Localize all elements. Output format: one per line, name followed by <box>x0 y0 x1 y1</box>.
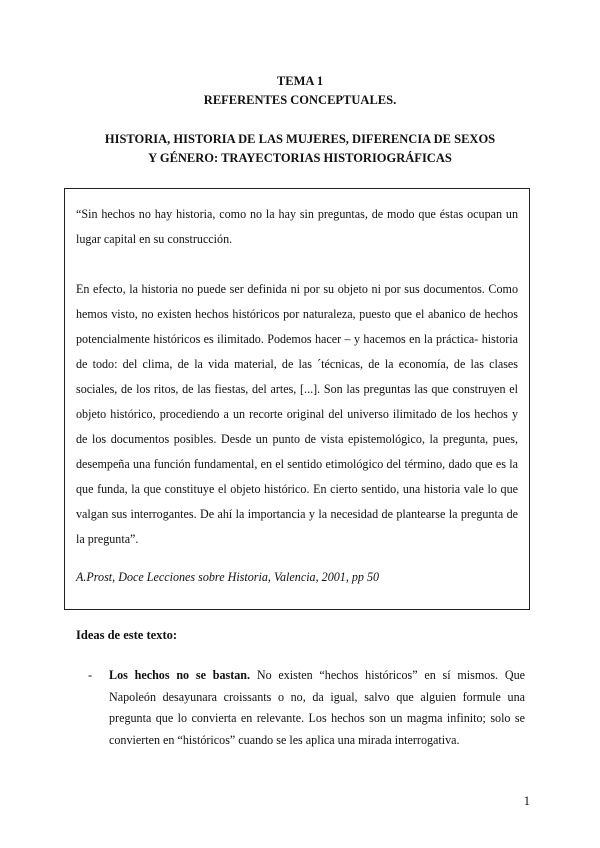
quote-source: A.Prost, Doce Lecciones sobre Historia, Valencia, 2001, pp 50 <box>76 570 380 584</box>
list-item-marker: - <box>88 668 93 682</box>
list-item <box>109 665 525 751</box>
quote-paragraph-1: “Sin hechos no hay historia, como no la hay sin preguntas, de modo que éstas ocupan un lugar capital en su construcción. <box>76 207 518 246</box>
quote-paragraph-2: En efecto, la historia no puede ser definida ni por su objeto ni por sus documentos. Como hemos visto, no existen hechos históricos por naturaleza, puesto que el abanico de hechos potencialmente históricos es ilimitado. Podemos hacer – y hacemos en la práctica- historia de todo: del clima, de la vida material, de las ´técnicas, de la economía, de las clases sociales, de los ritos, de las fiestas, del artes, [...]. Son las preguntas las que construyen el objeto histórico, procediendo a un recorte original del universo ilimitado de los hechos y de los documentos posibles. Desde un punto de vista epistemológico, la pregunta, pues, desempeña una función fundamental, en el sentido etimológico del término, dado que es la que funda, la que constituye el objeto histórico. En cierto sentido, una historia vale lo que valgan sus interrogantes. De ahí la importancia y la necesidad de plantearse la pregunta de la pregunta”. <box>76 282 518 546</box>
subtitle-heading: REFERENTES CONCEPTUALES. <box>203 93 397 107</box>
list-item-text: No existen “hechos históricos” en sí mismos. Que Napoleón desayunara croissants o no, da igual, salvo que alguien formule una pregunta que lo convierta en relevante. Los hechos son un magma infinito; solo se convierten en “históricos” cuando se les aplica una mirada interrogativa. <box>109 668 525 747</box>
quote-box <box>64 188 530 610</box>
page-number: 1 <box>523 794 530 808</box>
ideas-title: Ideas de este texto: <box>76 628 178 642</box>
title-line-1: HISTORIA, HISTORIA DE LAS MUJERES, DIFERENCIA DE SEXOS <box>104 132 496 146</box>
title-line-2: Y GÉNERO: TRAYECTORIAS HISTORIOGRÁFICAS <box>148 151 452 165</box>
title-block <box>0 130 600 168</box>
tema-heading: TEMA 1 <box>276 74 324 88</box>
heading-block <box>0 72 600 110</box>
list-item-bold: Los hechos no se bastan. <box>109 668 251 682</box>
